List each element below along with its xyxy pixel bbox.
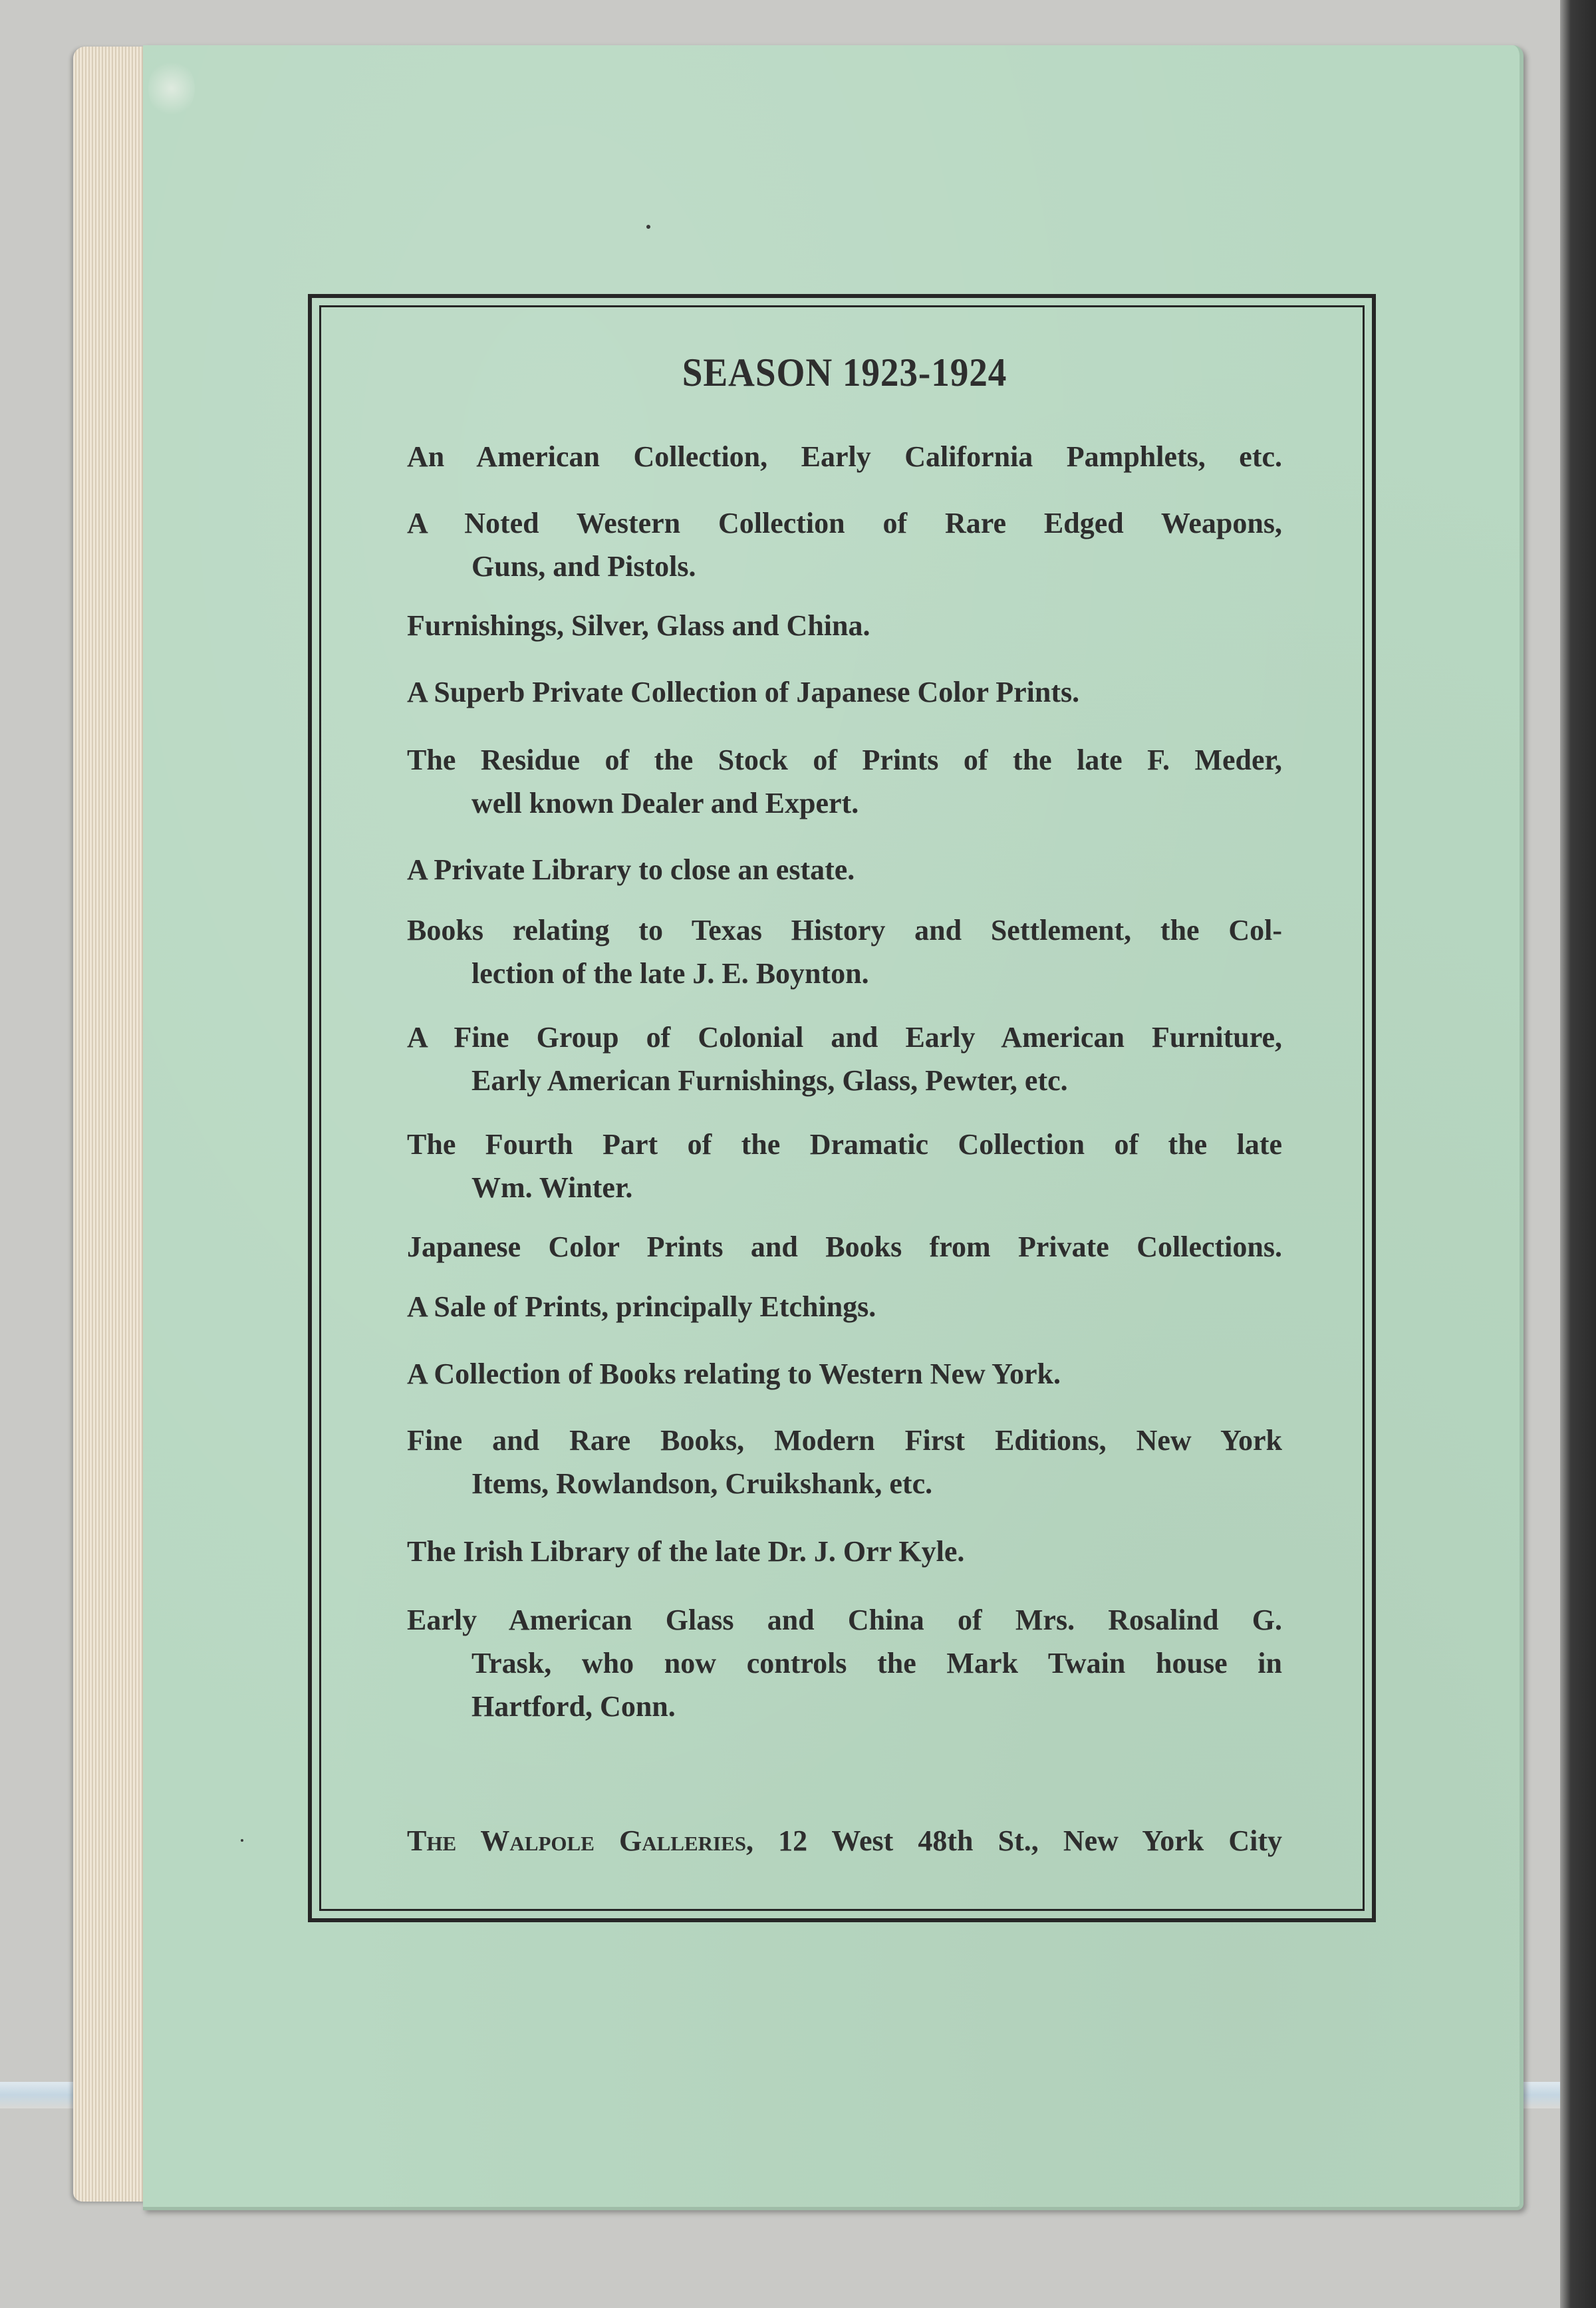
entry-continuation: lection of the late J. E. Boynton. — [471, 957, 869, 990]
entry-line: Japanese Color Prints and Books from Private Collections. — [407, 1230, 1282, 1263]
entry-continuation: Hartford, Conn. — [471, 1690, 676, 1723]
sale-entry — [407, 1123, 1282, 1209]
entry-continuation: Wm. Winter. — [471, 1171, 633, 1204]
sale-entry — [407, 670, 1282, 714]
entry-line: Books relating to Texas History and Settlement, the Col- — [407, 914, 1282, 946]
entry-line: The Residue of the Stock of Prints of the late F. Meder, — [407, 744, 1282, 776]
sale-entry — [407, 1352, 1282, 1395]
entry-line: A Sale of Prints, principally Etchings. — [407, 1290, 876, 1323]
sale-entry — [407, 502, 1282, 588]
sale-entry — [407, 909, 1282, 995]
entry-line: A Collection of Books relating to Western New York. — [407, 1358, 1061, 1390]
book-page-edges — [73, 47, 146, 2202]
entry-line: Fine and Rare Books, Modern First Editions, New York — [407, 1424, 1282, 1457]
entry-line: The Irish Library of the late Dr. J. Orr Kyle. — [407, 1535, 965, 1568]
sale-entry — [407, 1530, 1282, 1573]
entry-line: A Noted Western Collection of Rare Edged Weapons, — [407, 507, 1282, 539]
entry-line: A Fine Group of Colonial and Early American Furniture, — [407, 1021, 1282, 1054]
entry-continuation: Items, Rowlandson, Cruikshank, etc. — [471, 1467, 933, 1500]
sale-entry — [407, 435, 1282, 478]
publisher-imprint — [407, 1819, 1282, 1862]
entry-line: A Private Library to close an estate. — [407, 853, 855, 886]
entry-line: Furnishings, Silver, Glass and China. — [407, 609, 870, 642]
sale-entry — [407, 604, 1282, 647]
paper-speck — [241, 1839, 243, 1842]
entry-line: The Fourth Part of the Dramatic Collection of the late — [407, 1128, 1282, 1161]
sale-entry — [407, 738, 1282, 825]
season-title: SEASON 1923-1924 — [682, 351, 1007, 394]
entry-continuation: Trask, who now controls the Mark Twain house in — [471, 1647, 1282, 1679]
sale-entry — [407, 1598, 1282, 1728]
entry-line: A Superb Private Collection of Japanese Color Prints. — [407, 676, 1080, 708]
scanner-right-strip — [1560, 0, 1596, 2308]
sale-entry — [407, 1285, 1282, 1328]
cover-corner-wear — [148, 59, 195, 118]
gallery-name: The Walpole Galleries, — [407, 1824, 754, 1857]
sale-entry — [407, 1016, 1282, 1102]
sale-entry — [407, 848, 1282, 891]
entry-continuation: well known Dealer and Expert. — [471, 787, 859, 819]
paper-speck — [646, 225, 650, 229]
sale-entry — [407, 1225, 1282, 1268]
gallery-address: 12 West 48th St., New York City — [778, 1824, 1282, 1857]
entry-continuation: Guns, and Pistols. — [471, 550, 696, 583]
sale-entry — [407, 1419, 1282, 1505]
entry-continuation: Early American Furnishings, Glass, Pewter, etc. — [471, 1064, 1068, 1097]
entry-line: Early American Glass and China of Mrs. Rosalind G. — [407, 1604, 1282, 1636]
entry-line: An American Collection, Early California Pamphlets, etc. — [407, 440, 1282, 473]
